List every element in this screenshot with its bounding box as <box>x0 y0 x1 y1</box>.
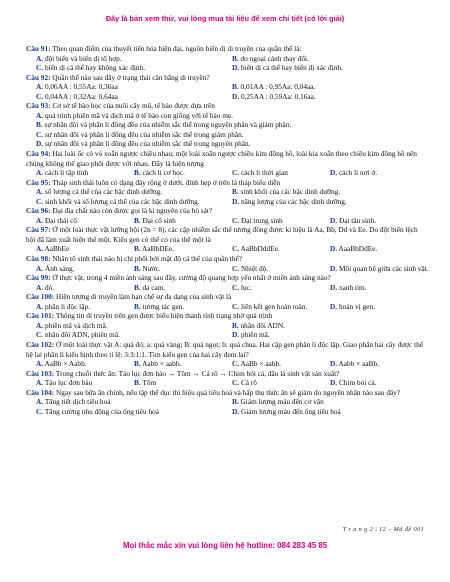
option-letter: C. <box>232 263 240 273</box>
question-stem <box>26 149 428 168</box>
answer-option <box>36 283 134 293</box>
option-row <box>26 283 428 293</box>
option-text: Giảm lượng máu đến cơ vân <box>240 397 324 407</box>
question-text: Ở thực vật, trong 4 miền ánh sáng sau đây, cường độ quang hợp yếu nhất ở miền ánh sáng nào? <box>52 273 331 283</box>
option-text: da cam. <box>142 282 166 292</box>
answer-option <box>232 244 330 254</box>
option-letter: A. <box>36 320 44 330</box>
option-text: cách li thời gian <box>240 168 288 178</box>
answer-option <box>134 378 232 388</box>
option-letter: B. <box>134 168 141 178</box>
option-text: Nước. <box>142 263 161 273</box>
answer-option <box>134 216 232 226</box>
answer-option <box>330 283 428 293</box>
question-block <box>26 273 428 292</box>
option-letter: D. <box>232 63 240 73</box>
option-text: AaaBbDdEe. <box>338 244 378 254</box>
option-row <box>26 197 428 207</box>
answer-option <box>330 359 428 369</box>
question-block <box>26 225 428 254</box>
option-text: AaBbEe <box>44 244 70 254</box>
answer-option <box>134 264 232 274</box>
answer-option <box>232 216 330 226</box>
answer-option <box>232 54 428 64</box>
option-letter: C. <box>36 406 44 416</box>
question-text: Ngay sau bữa ăn chính, nếu tập thể dục thì hiệu quả tiêu hoá và hấp thụ thức ăn sẽ giảm do nguyên nhân nào sau đây? <box>56 387 401 397</box>
option-text: Tăng tiết dịch tiêu hoá <box>44 397 111 407</box>
answer-option <box>36 139 428 149</box>
option-letter: D. <box>330 378 338 388</box>
option-text: hoán vị gen. <box>338 301 375 311</box>
option-letter: A. <box>36 82 44 92</box>
option-text: lục. <box>240 282 252 292</box>
option-text: Đại trung sinh <box>240 215 283 225</box>
answer-option <box>232 359 330 369</box>
option-row <box>26 63 428 73</box>
option-letter: B. <box>134 244 141 254</box>
option-text: quá trình phiên mã và dịch mã ở tế bào con giống với tế bào mẹ. <box>44 110 233 120</box>
answer-option <box>330 168 428 178</box>
option-text: đỏ. <box>44 282 55 292</box>
option-text: năng lượng của các bậc dinh dưỡng. <box>240 196 347 206</box>
answer-option <box>232 63 428 73</box>
option-letter: C. <box>36 129 44 139</box>
answer-option <box>232 302 330 312</box>
option-text: Aabb × aabb. <box>142 359 182 369</box>
question-number: Câu 96: <box>26 206 51 216</box>
option-row <box>26 397 428 407</box>
option-letter: C. <box>232 282 240 292</box>
option-letter: B. <box>134 215 141 225</box>
option-row <box>26 82 428 92</box>
answer-option <box>134 244 232 254</box>
answer-option <box>232 330 428 340</box>
option-text: cách li cơ học. <box>142 168 185 178</box>
option-row <box>26 216 428 226</box>
option-row <box>26 120 428 130</box>
question-number: Câu 97: <box>26 225 51 235</box>
option-letter: C. <box>36 91 44 101</box>
option-text: Cá rô <box>240 378 257 388</box>
option-row <box>26 330 428 340</box>
answer-option <box>232 407 428 417</box>
answer-option <box>36 111 428 121</box>
option-text: Đại tân sinh. <box>338 215 377 225</box>
question-stem <box>26 206 428 216</box>
option-text: AaBbDEe. <box>142 244 174 254</box>
option-row <box>26 139 428 149</box>
answer-option <box>330 264 429 274</box>
answer-option <box>232 168 330 178</box>
option-text: AaBb × aabb. <box>240 359 281 369</box>
question-stem <box>26 273 428 283</box>
answer-option <box>232 92 428 102</box>
answer-option <box>36 197 232 207</box>
answer-option <box>330 216 428 226</box>
question-text: Trong chuỗi thức ăn: Tảo lục đơn bào → Tôm → Cá rô → Chim bói cá, đâu là sinh vật sản xuất? <box>55 368 340 378</box>
option-text: đột biến và biến dị tổ hợp. <box>44 53 122 63</box>
option-row <box>26 359 428 369</box>
answer-option <box>232 187 428 197</box>
option-text: phân li độc lập. <box>44 301 90 311</box>
answer-option <box>36 82 232 92</box>
option-text: nhân đôi ADN, phiên mã. <box>44 330 120 340</box>
option-letter: A. <box>36 263 44 273</box>
answer-option <box>232 197 428 207</box>
answer-option <box>36 407 232 417</box>
option-letter: A. <box>36 168 44 178</box>
answer-option <box>232 397 428 407</box>
answer-option <box>36 397 232 407</box>
option-letter: A. <box>36 301 44 311</box>
option-text: Aabb × aaBb. <box>338 359 379 369</box>
option-text: do ngoại cảnh thay đổi. <box>240 53 309 63</box>
answer-option <box>36 130 428 140</box>
option-text: biến dị cá thể hay biến dị xác định. <box>240 63 343 73</box>
question-number: Câu 94: <box>26 149 51 159</box>
page-number: T r a n g 2 | 12 – Mã đề 001 <box>342 526 424 533</box>
question-stem <box>26 73 428 83</box>
option-letter: C. <box>232 168 240 178</box>
question-block <box>26 292 428 311</box>
answer-option <box>134 302 232 312</box>
option-letter: B. <box>232 187 239 197</box>
question-stem <box>26 101 428 111</box>
answer-option <box>232 82 428 92</box>
option-letter: B. <box>232 82 239 92</box>
option-letter: D. <box>330 359 338 369</box>
option-letter: D. <box>232 91 240 101</box>
answer-option <box>36 216 134 226</box>
question-text: Hai loài ốc có vỏ xoắn ngược chiều nhau; một loài xoắn ngược chiều kim đồng hồ, loài kia xoắn theo chiều kim đồng hồ nên chúng không thể giao phối được với nhau. Đây là hiện tượng <box>26 149 417 168</box>
question-block <box>26 44 428 73</box>
option-letter: B. <box>232 397 239 407</box>
answer-option <box>36 302 134 312</box>
question-text: Ở một loài thực vật A: quả đỏ; a: quả vàng; B: quả ngọt; b: quả chua. Hai cặp gen phân li độc lập. Giao phấn hai cây được thế hệ lai phân li kiểu hình theo tỉ lệ: 3:3:1:1. Tìm kiểu gen của hai cây đem lai? <box>26 339 424 359</box>
question-block <box>26 101 428 149</box>
option-letter: A. <box>36 397 44 407</box>
option-letter: B. <box>134 263 141 273</box>
option-letter: C. <box>36 330 44 340</box>
option-letter: D. <box>330 168 338 178</box>
option-letter: A. <box>36 282 44 292</box>
answer-option <box>36 92 232 102</box>
question-stem <box>26 225 428 244</box>
question-block <box>26 311 428 340</box>
option-letter: A. <box>36 359 44 369</box>
answer-option <box>36 330 232 340</box>
answer-option <box>232 321 428 331</box>
answer-option <box>36 321 232 331</box>
option-text: sinh khối của các bậc dinh dưỡng. <box>240 187 341 197</box>
option-row <box>26 321 428 331</box>
answer-option <box>232 378 330 388</box>
option-letter: A. <box>36 215 44 225</box>
question-block <box>26 149 428 178</box>
option-row <box>26 54 428 64</box>
question-number: Câu 104: <box>26 387 55 397</box>
option-text: Tảo lục đơn bào <box>44 378 93 388</box>
question-block <box>26 254 428 273</box>
option-letter: C. <box>232 359 240 369</box>
option-letter: D. <box>330 301 338 311</box>
option-text: phiên mã. <box>240 330 270 340</box>
option-text: số lượng cá thể của các bậc dinh dưỡng. <box>44 187 163 197</box>
option-row <box>26 111 428 121</box>
hotline-footer: Mọi thắc mắc xin vui lòng liên hệ hotline: 084 283 45 85 <box>122 541 328 550</box>
option-row <box>26 378 428 388</box>
option-row <box>26 130 428 140</box>
answer-option <box>330 244 428 254</box>
answer-option <box>36 54 232 64</box>
question-stem <box>26 178 428 188</box>
option-row <box>26 187 428 197</box>
question-text: Thông tin di truyền trên gen được biểu hiện thành tính trạng nhờ quá trình <box>55 311 273 321</box>
option-letter: D. <box>232 330 240 340</box>
option-text: Tăng cường nhu động của ống tiêu hoá <box>44 406 160 416</box>
answer-option <box>36 168 134 178</box>
answer-option <box>134 168 232 178</box>
question-number: Câu 92: <box>26 72 51 82</box>
option-text: sự nhân đôi và phân li đồng đều của nhiễm sắc thể trong giảm phân. <box>44 129 244 139</box>
question-stem <box>26 44 428 54</box>
preview-banner: Đây là bản xem thử, vui lòng mua tài liệu để xem chi tiết (có lời giải) <box>105 14 345 23</box>
option-letter: B. <box>134 359 141 369</box>
option-text: Nhiệt độ. <box>240 263 269 273</box>
answer-option <box>36 187 232 197</box>
question-list <box>26 44 428 416</box>
question-stem <box>26 254 428 264</box>
question-text: Cơ sở tế bào học của nuôi cấy mô, tế bào được dựa trên <box>52 101 215 111</box>
option-text: xanh tím. <box>338 282 367 292</box>
answer-option <box>36 244 134 254</box>
option-letter: B. <box>134 378 141 388</box>
answer-option <box>330 302 428 312</box>
option-letter: B. <box>232 320 239 330</box>
option-letter: B. <box>134 282 141 292</box>
question-number: Câu 100: <box>26 292 55 302</box>
option-letter: C. <box>232 244 240 254</box>
option-text: Đại thái cổ <box>44 215 77 225</box>
option-letter: B. <box>232 53 239 63</box>
question-text: Hiện tượng di truyền làm hạn chế sự đa dạng của sinh vật là <box>56 292 232 302</box>
option-letter: C. <box>36 63 44 73</box>
question-block <box>26 340 428 369</box>
option-text: biến dị cá thể hay không xác định. <box>44 63 146 73</box>
option-row <box>26 407 428 417</box>
option-text: Ánh sáng. <box>44 263 75 273</box>
option-letter: A. <box>36 187 44 197</box>
question-stem <box>26 340 428 359</box>
option-letter: D. <box>36 139 44 149</box>
question-number: Câu 99: <box>26 273 51 283</box>
question-text: Đại địa chất nào còn được gọi là kỉ nguyên của bò sát? <box>52 206 213 216</box>
answer-option <box>134 283 232 293</box>
question-stem <box>26 311 428 321</box>
answer-option <box>36 264 134 274</box>
answer-option <box>330 378 428 388</box>
question-text: Quần thể nào sau đây ở trạng thái cân bằng di truyền? <box>52 72 210 82</box>
option-text: cách li nơi ở. <box>338 168 378 178</box>
option-letter: C. <box>232 215 240 225</box>
option-text: Mối quan hệ giữa các sinh vật. <box>338 263 429 273</box>
answer-option <box>134 359 232 369</box>
option-text: sự nhân đôi và phân li đồng đều của nhiễm sắc thể trong nguyên phân và giảm phân. <box>44 120 292 130</box>
question-block <box>26 388 428 417</box>
question-block <box>26 206 428 225</box>
question-block <box>26 369 428 388</box>
answer-option <box>36 378 134 388</box>
option-row <box>26 244 428 254</box>
option-text: AaBbDddEe. <box>240 244 280 254</box>
option-text: nhân đôi ADN. <box>240 320 285 330</box>
option-text: 0,04AA : 0,32Aa: 0,64aa <box>44 91 118 101</box>
option-text: phiên mã và dịch mã. <box>44 320 108 330</box>
question-text: Nhân tố sinh thái nào bị chi phối bởi mật độ cá thể của quần thể? <box>52 254 243 264</box>
option-letter: C. <box>232 378 240 388</box>
question-number: Câu 93: <box>26 101 51 111</box>
option-text: liên kết gen hoàn toàn. <box>240 301 308 311</box>
answer-option <box>232 264 330 274</box>
option-text: Đại cổ sinh <box>142 215 176 225</box>
question-number: Câu 91: <box>26 44 51 53</box>
answer-option <box>36 63 232 73</box>
option-text: Tôm <box>142 378 157 388</box>
answer-option <box>36 359 134 369</box>
option-text: Chim bói cá. <box>338 378 377 388</box>
option-text: AaBb × Aabb. <box>44 359 87 369</box>
option-row <box>26 302 428 312</box>
option-letter: D. <box>330 244 338 254</box>
option-letter: A. <box>36 53 44 63</box>
option-letter: D. <box>330 215 338 225</box>
question-stem <box>26 369 428 379</box>
option-letter: D. <box>232 406 240 416</box>
option-text: 0,06AA : 0,55Aa: 0,36aa <box>44 82 118 92</box>
question-block <box>26 73 428 102</box>
question-stem <box>26 292 428 302</box>
option-letter: C. <box>232 301 240 311</box>
question-number: Câu 103: <box>26 368 55 378</box>
option-text: sự nhân đôi và phân li đồng đều của nhiễm sắc thể trong nguyên phân. <box>44 139 251 149</box>
question-text: Ở một loài thực vật lưỡng bội (2n = 8), các cặp nhiễm sắc thể tương đồng được kí hiệu là Aa, Bb, Dd và Ee. Do đột biến lệch bội đã làm xuất hiện thể một. Kiểu gen có thể có của thể một là <box>26 225 418 244</box>
option-letter: D. <box>232 196 240 206</box>
question-text: Tháp sinh thái luôn có dạng đáy rộng ở dưới, đỉnh hẹp ở trên là tháp biểu diễn <box>52 177 281 187</box>
option-text: 0,25AA : 0,59Aa: 0,16aa. <box>240 91 316 101</box>
option-letter: D. <box>330 263 338 273</box>
option-letter: B. <box>36 120 43 130</box>
option-letter: C. <box>36 196 44 206</box>
question-stem <box>26 388 428 398</box>
question-block <box>26 178 428 207</box>
question-number: Câu 102: <box>26 339 55 349</box>
option-row <box>26 264 428 274</box>
option-row <box>26 92 428 102</box>
option-row <box>26 168 428 178</box>
option-text: Giảm lượng máu đến ống tiêu hoá <box>240 406 341 416</box>
answer-option <box>36 120 428 130</box>
question-text: Theo quan điểm của thuyết tiến hóa hiện đại, nguồn biến dị di truyền của quần thể là: <box>52 44 302 53</box>
option-letter: A. <box>36 110 44 120</box>
option-text: sinh khối và số lượng cá thể của các bậc dinh dưỡng. <box>44 196 200 206</box>
option-text: 0,01AA : 0,95Aa: 0,04aa. <box>240 82 316 92</box>
question-number: Câu 98: <box>26 254 51 264</box>
question-number: Câu 95: <box>26 177 51 187</box>
option-letter: A. <box>36 244 44 254</box>
option-letter: B. <box>134 301 141 311</box>
answer-option <box>232 283 330 293</box>
question-number: Câu 101: <box>26 311 55 321</box>
option-text: tương tác gen. <box>142 301 185 311</box>
option-letter: D. <box>330 282 338 292</box>
option-letter: A. <box>36 378 44 388</box>
option-text: cách li tập tính <box>44 168 89 178</box>
